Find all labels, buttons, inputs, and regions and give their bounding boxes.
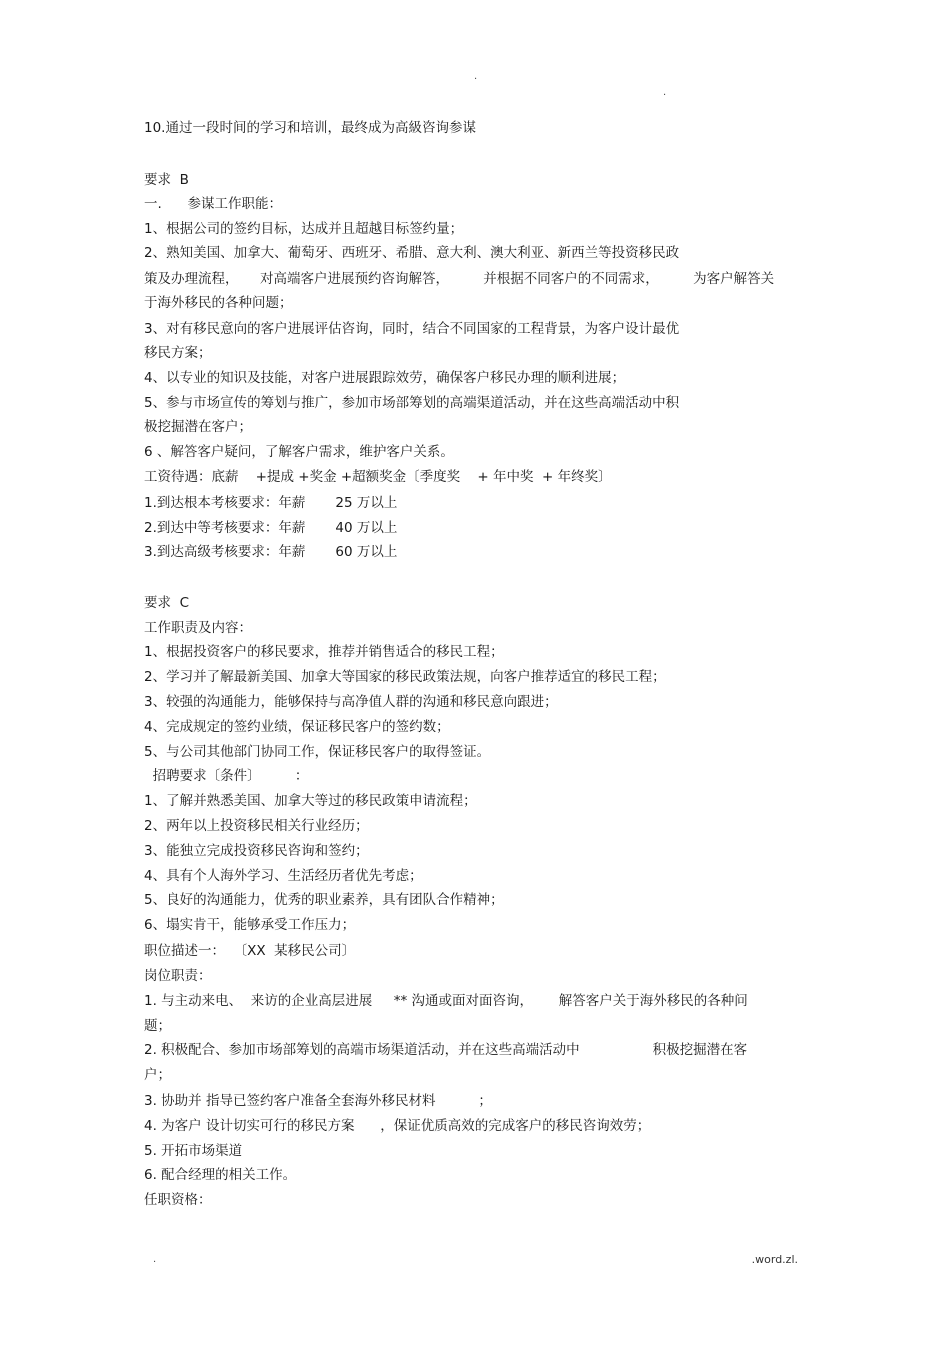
doc-line-28: 3、能独立完成投资移民咨询和签约；: [144, 843, 369, 859]
doc-line-39: 4. 为客户 设计切实可行的移民方案 ，保证优质高效的完成客户的移民咨询效劳；: [144, 1118, 651, 1134]
doc-line-23: 4、完成规定的签约业绩，保证移民客户的签约数；: [144, 719, 450, 735]
doc-line-26: 1、了解并熟悉美国、加拿大等过的移民政策申请流程；: [144, 793, 477, 809]
doc-line-36: 2. 积极配合、参加市场部筹划的高端市场渠道活动，并在这些高端活动中 积极挖掘潜在客: [144, 1042, 748, 1058]
doc-line-3: 一. 参谋工作职能：: [144, 196, 283, 212]
section-c-heading: 要求 C: [144, 595, 190, 611]
doc-line-30: 5、良好的沟通能力，优秀的职业素养，具有团队合作精神；: [144, 892, 504, 908]
doc-line-7: 于海外移民的各种问题；: [144, 295, 293, 311]
footer-label: .word.zl.: [751, 1253, 798, 1266]
header-dot-right: .: [663, 87, 667, 98]
doc-line-19: 工作职责及内容：: [144, 620, 252, 636]
doc-line-33: 岗位职责：: [144, 968, 212, 984]
section-b-heading: 要求 B: [144, 172, 189, 188]
doc-line-4: 1、根据公司的签约目标，达成并且超越目标签约量；: [144, 221, 464, 237]
footer-dot-left: .: [153, 1254, 157, 1265]
doc-line-16: 2.到达中等考核要求：年薪 40 万以上: [144, 520, 398, 536]
doc-line-15: 1.到达根本考核要求：年薪 25 万以上: [144, 495, 398, 511]
doc-line-20: 1、根据投资客户的移民要求，推荐并销售适合的移民工程；: [144, 644, 504, 660]
doc-line-14: 工资待遇：底薪 +提成 +奖金 +超额奖金〔季度奖 + 年中奖 + 年终奖〕: [144, 469, 612, 485]
doc-line-11: 5、参与市场宣传的筹划与推广，参加市场部筹划的高端渠道活动，并在这些高端活动中积: [144, 395, 680, 411]
doc-line-6: 策及办理流程， 对高端客户进展预约咨询解答， 并根据不同客户的不同需求， 为客户解答关: [144, 271, 775, 287]
header-dot-left: .: [474, 71, 478, 82]
doc-line-31: 6、塌实肯干，能够承受工作压力；: [144, 917, 356, 933]
doc-line-21: 2、学习并了解最新美国、加拿大等国家的移民政策法规，向客户推荐适宜的移民工程；: [144, 669, 666, 685]
doc-line-27: 2、两年以上投资移民相关行业经历；: [144, 818, 369, 834]
doc-line-12: 极挖掘潜在客户；: [144, 419, 252, 435]
doc-line-9: 移民方案；: [144, 345, 212, 361]
doc-line-40: 5. 开拓市场渠道: [144, 1143, 243, 1159]
doc-line-29: 4、具有个人海外学习、生活经历者优先考虑；: [144, 868, 423, 884]
doc-line-25: 招聘要求〔条件〕 ：: [144, 768, 309, 784]
doc-line-13: 6 、解答客户疑问，了解客户需求，维护客户关系。: [144, 444, 454, 460]
doc-line-41: 6. 配合经理的相关工作。: [144, 1167, 297, 1183]
doc-line-10: 4、以专业的知识及技能，对客户进展跟踪效劳，确保客户移民办理的顺利进展；: [144, 370, 626, 386]
doc-line-5: 2、熟知美国、加拿大、葡萄牙、西班牙、希腊、意大利、澳大利亚、新西兰等投资移民政: [144, 245, 680, 261]
doc-line-22: 3、较强的沟通能力，能够保持与高净值人群的沟通和移民意向跟进；: [144, 694, 558, 710]
doc-line-42: 任职资格：: [144, 1192, 212, 1208]
doc-line-1: 10.通过一段时间的学习和培训，最终成为高級咨询参谋: [144, 120, 476, 136]
doc-line-37: 户；: [144, 1067, 171, 1083]
doc-line-35: 题；: [144, 1018, 171, 1034]
doc-line-34: 1. 与主动来电、 来访的企业高层进展 ** 沟通或面对面咨询， 解答客户关于海外移民的各种问: [144, 993, 748, 1009]
doc-line-8: 3、对有移民意向的客户进展评估咨询，同时，结合不同国家的工程背景，为客户设计最优: [144, 321, 680, 337]
doc-line-32: 职位描述一： 〔XX 某移民公司〕: [144, 943, 356, 959]
doc-line-24: 5、与公司其他部门协同工作，保证移民客户的取得签证。: [144, 744, 491, 760]
doc-line-38: 3. 协助并 指导已签约客户准备全套海外移民材料 ；: [144, 1093, 492, 1109]
doc-line-17: 3.到达高级考核要求：年薪 60 万以上: [144, 544, 398, 560]
